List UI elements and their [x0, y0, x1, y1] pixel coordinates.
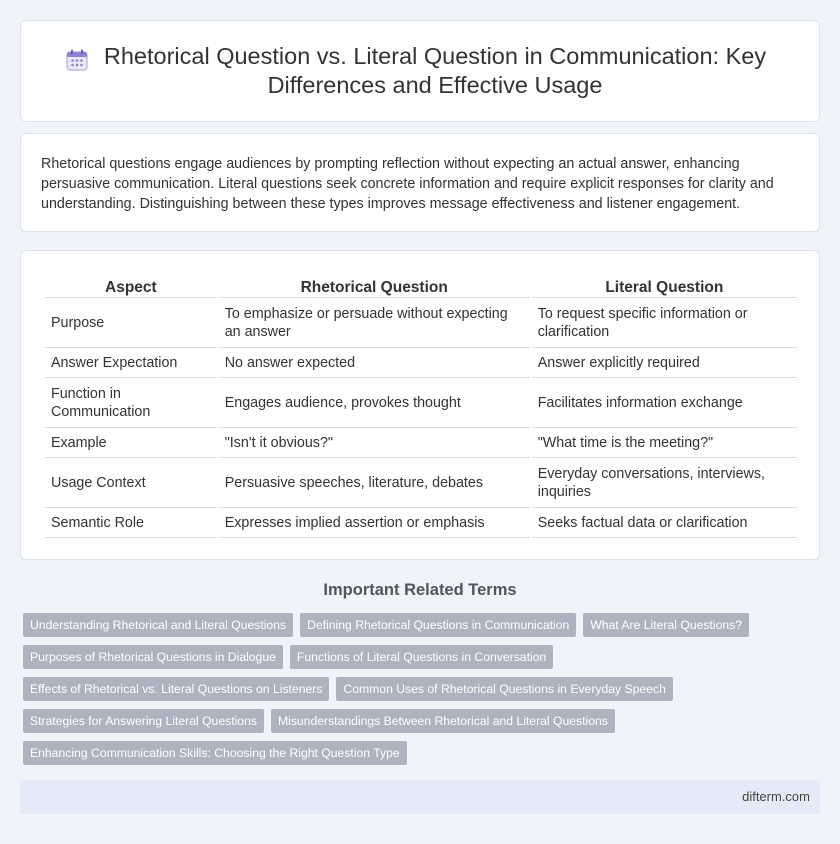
- related-term-tag[interactable]: Purposes of Rhetorical Questions in Dialogue: [23, 645, 283, 669]
- table-cell: Purpose: [45, 298, 217, 348]
- table-cell: Answer Expectation: [45, 348, 217, 378]
- related-term-tag[interactable]: Functions of Literal Questions in Conversation: [290, 645, 553, 669]
- table-header-aspect: Aspect: [45, 276, 217, 298]
- table-cell: No answer expected: [219, 348, 530, 378]
- table-cell: Function in Communication: [45, 378, 217, 428]
- footer-site-link[interactable]: difterm.com: [742, 789, 810, 804]
- related-term-tag[interactable]: What Are Literal Questions?: [583, 613, 749, 637]
- related-terms-heading: Important Related Terms: [323, 581, 517, 599]
- comparison-table-card: [20, 250, 820, 560]
- table-cell: To emphasize or persuade without expecting an answer: [219, 298, 530, 348]
- page-title: Rhetorical Question vs. Literal Question in Communication: Key Differences and Effective Usage: [103, 43, 767, 98]
- header-card: [20, 20, 820, 122]
- table-cell: Persuasive speeches, literature, debates: [219, 458, 530, 508]
- table-cell: Example: [45, 428, 217, 458]
- table-cell: Everyday conversations, interviews, inquiries: [532, 458, 797, 508]
- related-terms-list: [23, 613, 823, 773]
- table-cell: "What time is the meeting?": [532, 428, 797, 458]
- table-row: [45, 348, 797, 378]
- table-cell: Facilitates information exchange: [532, 378, 797, 428]
- table-cell: Expresses implied assertion or emphasis: [219, 508, 530, 538]
- intro-text: Rhetorical questions engage audiences by prompting reflection without expecting an actual answer, enhancing persuasive communication. Literal questions seek concrete information and require explicit responses for clarity and understanding. Distinguishing between these types improves message effectiveness and listener engagement.: [41, 156, 774, 212]
- table-row: [45, 428, 797, 458]
- table-cell: Seeks factual data or clarification: [532, 508, 797, 538]
- table-cell: Usage Context: [45, 458, 217, 508]
- table-row: [45, 378, 797, 428]
- table-row: [45, 298, 797, 348]
- related-term-tag[interactable]: Effects of Rhetorical vs. Literal Questions on Listeners: [23, 677, 329, 701]
- table-cell: Semantic Role: [45, 508, 217, 538]
- table-cell: To request specific information or clarification: [532, 298, 797, 348]
- table-row: [45, 458, 797, 508]
- related-term-tag[interactable]: Understanding Rhetorical and Literal Questions: [23, 613, 293, 637]
- related-term-tag[interactable]: Common Uses of Rhetorical Questions in Everyday Speech: [336, 677, 672, 701]
- related-term-tag[interactable]: Defining Rhetorical Questions in Communication: [300, 613, 576, 637]
- intro-card: [20, 133, 820, 232]
- footer: [20, 780, 820, 814]
- table-header-literal: Literal Question: [532, 276, 797, 298]
- table-cell: "Isn't it obvious?": [219, 428, 530, 458]
- related-term-tag[interactable]: Enhancing Communication Skills: Choosing the Right Question Type: [23, 741, 407, 765]
- table-cell: Answer explicitly required: [532, 348, 797, 378]
- table-header-rhetorical: Rhetorical Question: [219, 276, 530, 298]
- comparison-table: [43, 276, 799, 538]
- related-term-tag[interactable]: Misunderstandings Between Rhetorical and Literal Questions: [271, 709, 615, 733]
- related-term-tag[interactable]: Strategies for Answering Literal Questions: [23, 709, 264, 733]
- table-row: [45, 508, 797, 538]
- table-cell: Engages audience, provokes thought: [219, 378, 530, 428]
